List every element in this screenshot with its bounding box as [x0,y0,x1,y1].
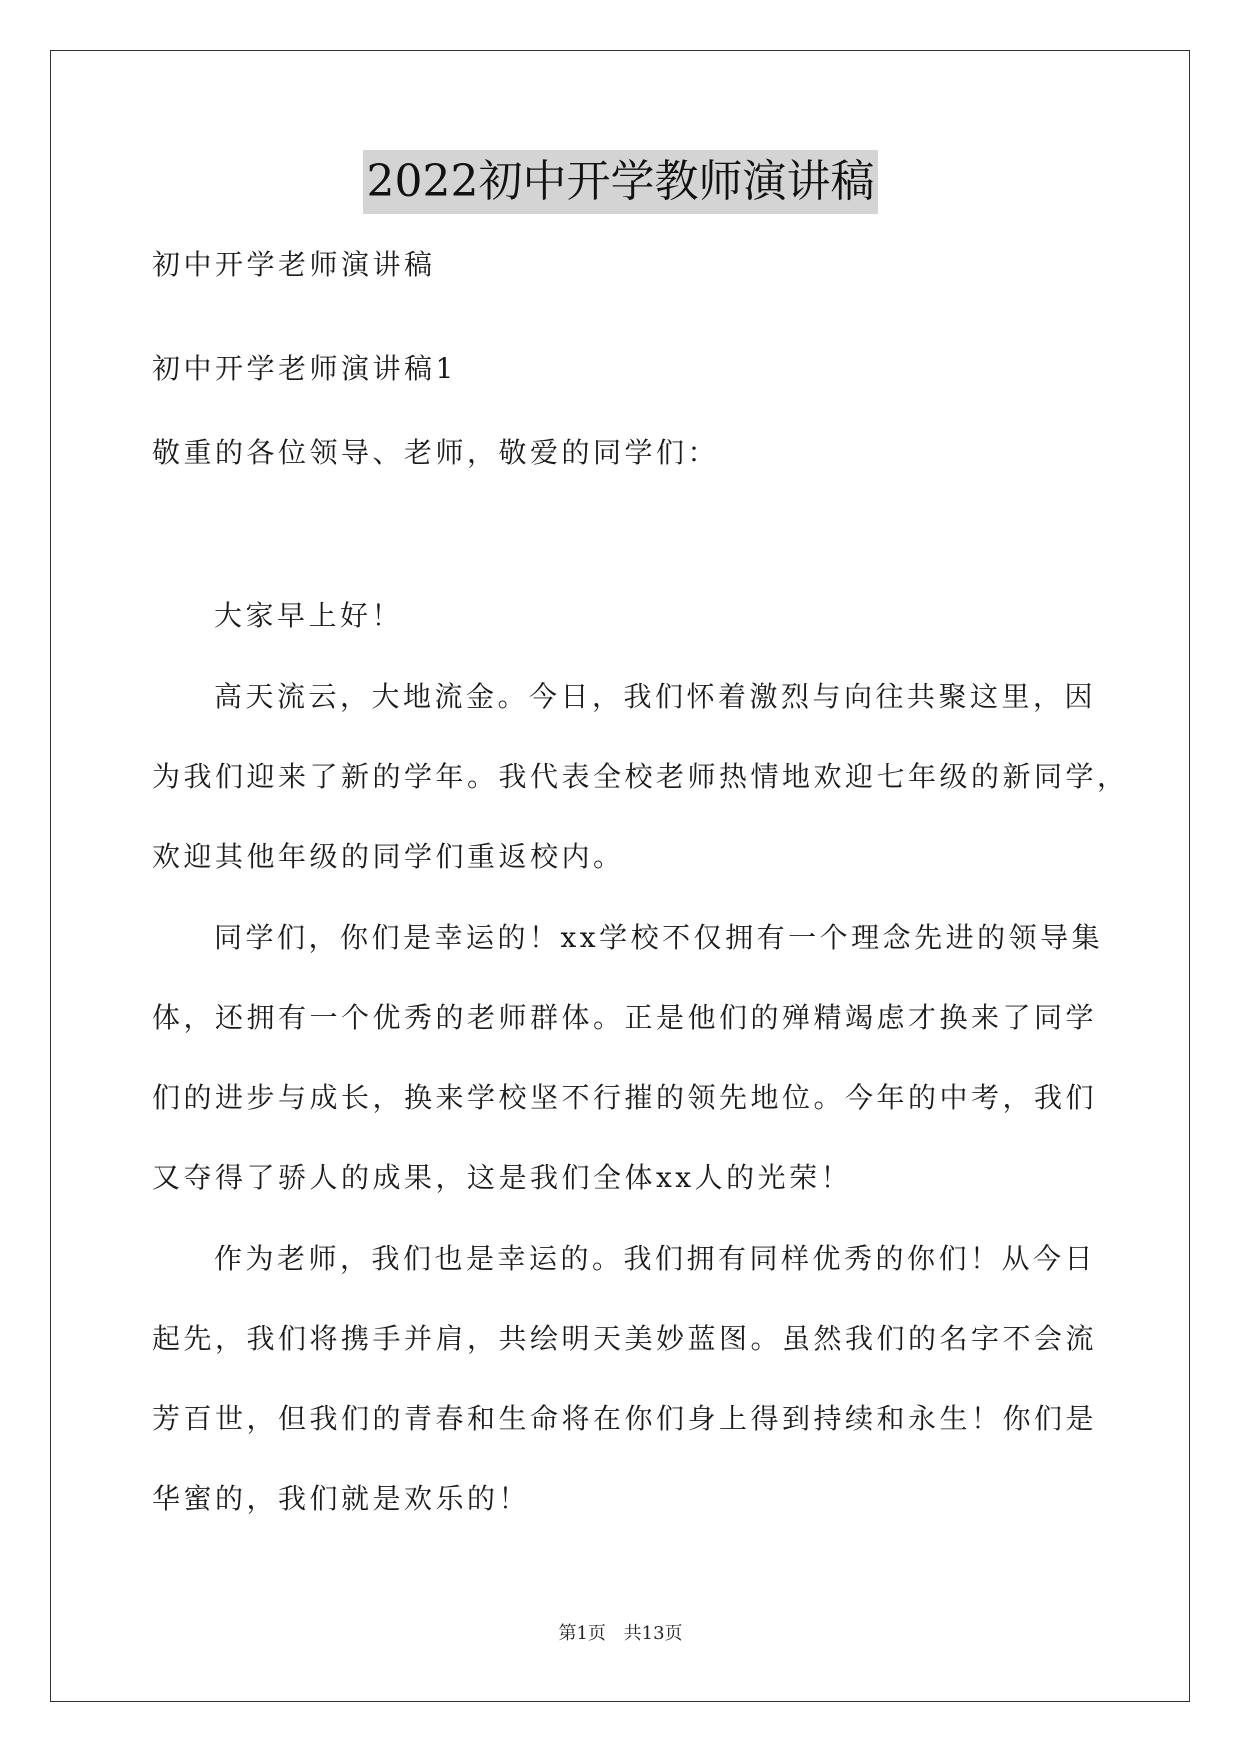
paragraph-2-line-4: 又夺得了骄人的成果，这是我们全体xx人的光荣！ [152,1161,853,1194]
subtitle-line: 初中开学老师演讲稿 [152,248,436,281]
paragraph-2-line-2: 体，还拥有一个优秀的老师群体。正是他们的殚精竭虑才换来了同学 [152,1001,1098,1034]
paragraph-2-line-3: 们的进步与成长，换来学校坚不行摧的领先地位。今年的中考，我们 [152,1081,1098,1114]
page-total: 共13页 [623,1623,683,1644]
title-container [0,150,1241,214]
paragraph-1-line-1: 高天流云，大地流金。今日，我们怀着激烈与向往共聚这里，因 [214,680,1097,713]
salutation: 敬重的各位领导、老师，敬爱的同学们： [152,436,720,469]
paragraph-1-line-3: 欢迎其他年级的同学们重返校内。 [152,840,625,873]
paragraph-3-line-1: 作为老师，我们也是幸运的。我们拥有同样优秀的你们！从今日 [214,1242,1097,1275]
paragraph-3-line-2: 起先，我们将携手并肩，共绘明天美妙蓝图。虽然我们的名字不会流 [152,1322,1098,1355]
page-number: 第1页 [558,1623,606,1644]
paragraph-1-line-2: 为我们迎来了新的学年。我代表全校老师热情地欢迎七年级的新同学， [152,760,1129,793]
paragraph-3-line-3: 芳百世，但我们的青春和生命将在你们身上得到持续和永生！你们是 [152,1402,1098,1435]
page-footer [0,1622,1241,1646]
section-heading: 初中开学老师演讲稿1 [152,352,457,385]
greeting-paragraph: 大家早上好！ [214,599,404,632]
paragraph-3-line-4: 华蜜的，我们就是欢乐的！ [152,1482,531,1515]
paragraph-2-line-1: 同学们，你们是幸运的！xx学校不仅拥有一个理念先进的领导集 [214,921,1104,954]
document-title: 2022初中开学教师演讲稿 [363,150,879,214]
